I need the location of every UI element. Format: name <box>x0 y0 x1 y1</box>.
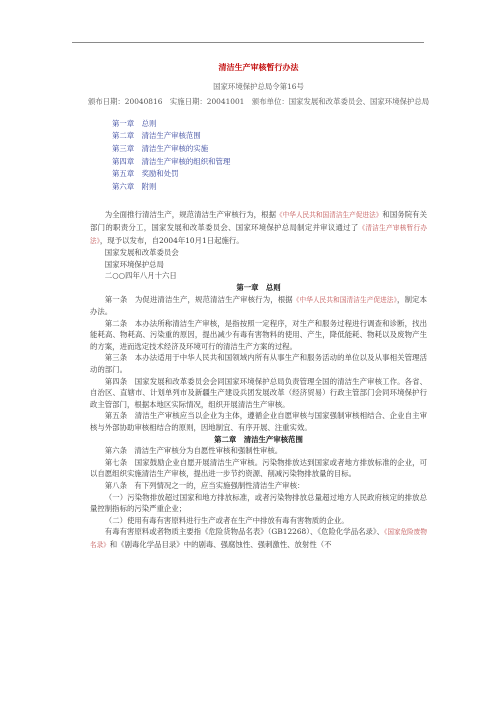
toc-item[interactable]: 第五章 奖励和处罚 <box>112 169 179 179</box>
chapter-heading: 第二章 清洁生产审核范围 <box>214 434 303 444</box>
article: 第四条 国家发展和改革委员会会同国家环境保护总局负责管理全国的清洁生产审核工作。各省、自治区、直辖市、计划单列市及新疆生产建设兵团发展改革（经济贸易）行政主管部门会同环境保护行政主管部门，根据本地区实际情况，组织开展清洁生产审核。 <box>90 376 427 409</box>
law-link[interactable]: 《中华人民共和国清洁生产促进法》 <box>276 211 383 220</box>
article: 第三条 本办法适用于中华人民共和国领域内所有从事生产和服务活动的单位以及从事相关管理活动的部门。 <box>90 353 427 375</box>
toc-item[interactable]: 第一章 总则 <box>112 118 157 128</box>
measures-link[interactable]: 《清洁生产审核暂行办法》 <box>90 223 427 245</box>
doc-meta: 颁布日期：20040816 实施日期：20041001 颁布单位：国家发展和改革委员会、国家环境保护总局 <box>87 97 430 107</box>
article: 第七条 国家鼓励企业自愿开展清洁生产审核。污染物排放达到国家或者地方排放标准的企业，可以自愿组织实施清洁生产审核，提出进一步节约资源、削减污染物排放量的目标。 <box>90 457 427 479</box>
document-body <box>87 62 430 552</box>
article: 第一条 为促进清洁生产，规范清洁生产审核行为，根据《中华人民共和国清洁生产促进法》，制定本办法。 <box>90 294 427 317</box>
doc-subtitle: 国家环境保护总局令第16号 <box>213 81 304 91</box>
toc-item[interactable]: 第六章 附则 <box>112 181 157 191</box>
article: 有毒有害原料或者物质主要指《危险货物品名表》（GB12268）、《危险化学品名录》、《国家危险废物名录》和《剧毒化学品目录》中的剧毒、强腐蚀性、强刺激性、放射性（不 <box>90 527 427 549</box>
article: 第八条 有下列情况之一的，应当实施强制性清洁生产审核： <box>104 481 305 490</box>
issue-date: 二○○四年八月十六日 <box>104 271 177 281</box>
article: 第六条 清洁生产审核分为自愿性审核和强制性审核。 <box>104 446 283 456</box>
header-rule <box>72 42 424 43</box>
chapter-heading: 第一章 总则 <box>236 282 281 292</box>
toc-item[interactable]: 第二章 清洁生产审核范围 <box>112 131 201 141</box>
table-of-contents <box>112 118 427 194</box>
law-link[interactable]: 《中华人民共和国清洁生产促进法》 <box>292 295 398 304</box>
article: 第五条 清洁生产审核应当以企业为主体，遵循企业自愿审核与国家强制审核相结合、企业自主审核与外部协助审核相结合的原则，因地制宜、有序开展、注重实效。 <box>90 411 427 433</box>
article-clause: （二）使用有毒有害原料进行生产或者在生产中排放有毒有害物质的企业。 <box>104 515 349 525</box>
article: 第二条 本办法所称清洁生产审核，是指按照一定程序，对生产和服务过程进行调查和诊断，找出能耗高、物耗高、污染重的原因，提出减少有毒有害物料的使用、产生，降低能耗、物耗以及废物产生的方案，进而选定技术经济及环境可行的清洁生产方案的过程。 <box>90 318 427 351</box>
waste-list-link[interactable]: 《国家危险废物名录》 <box>90 528 427 549</box>
article-clause: （一）污染物排放超过国家和地方排放标准，或者污染物排放总量超过地方人民政府核定的排放总量控制指标的污染严重企业； <box>90 492 427 514</box>
signatory: 国家环境保护总局 <box>104 259 164 269</box>
intro-paragraph: 为全面推行清洁生产，规范清洁生产审核行为，根据《中华人民共和国清洁生产促进法》和国务院有关部门的职责分工，国家发展和改革委员会、国家环境保护总局制定并审议通过了《清洁生产审核暂行办法》，现予以发布，自2004年10月1日起施行。 <box>90 210 427 245</box>
toc-item[interactable]: 第四章 清洁生产审核的组织和管理 <box>112 156 231 166</box>
doc-title: 清洁生产审核暂行办法 <box>218 62 299 72</box>
toc-item[interactable]: 第三章 清洁生产审核的实施 <box>112 143 209 153</box>
signatory: 国家发展和改革委员会 <box>104 248 179 258</box>
